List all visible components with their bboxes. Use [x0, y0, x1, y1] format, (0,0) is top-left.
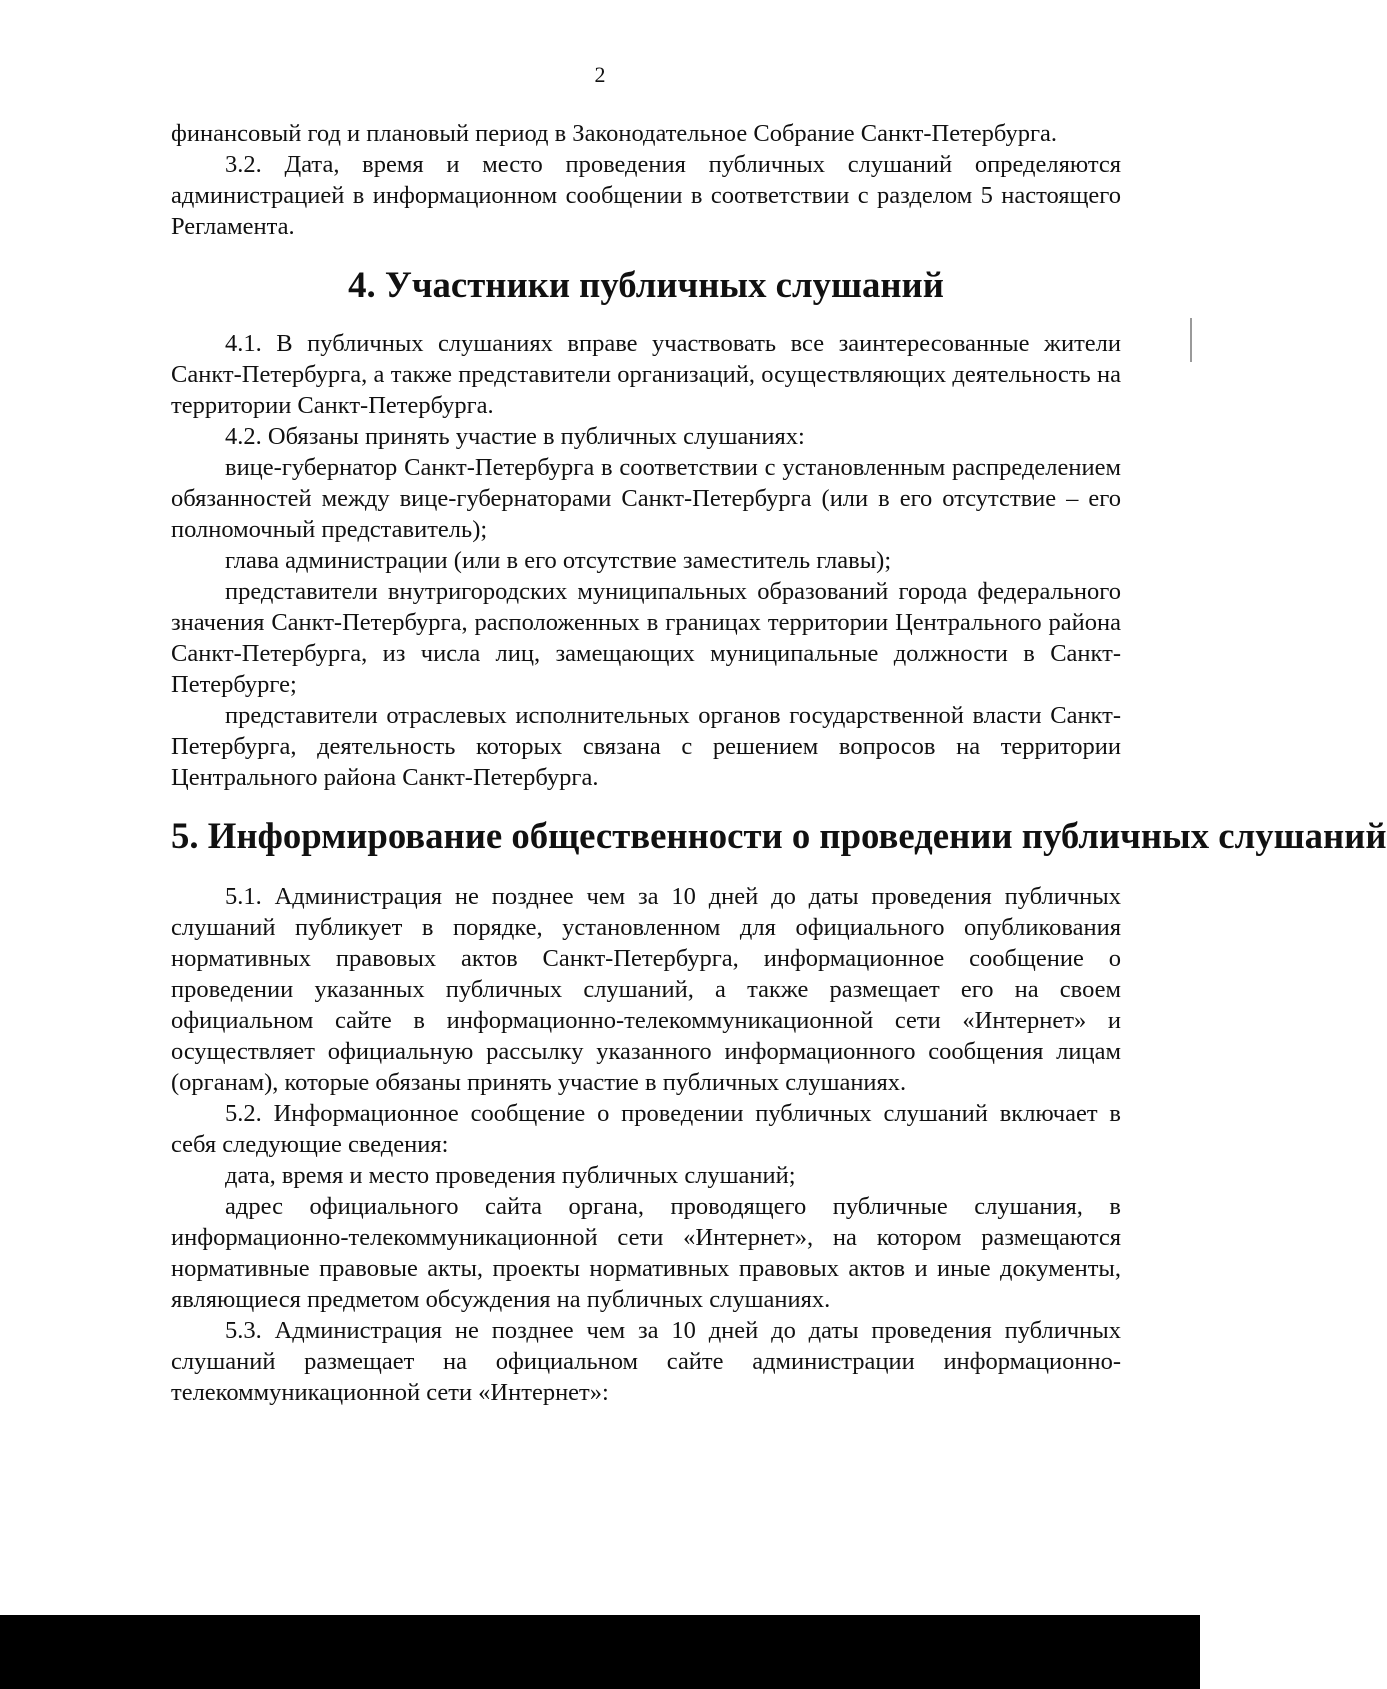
- section-5-heading: 5. Информирование общественности о проведении публичных слушаний: [171, 815, 1387, 856]
- paragraph-4-1: 4.1. В публичных слушаниях вправе участвовать все заинтересованные жители Санкт-Петербурга, а также представители организаций, осуществляющих деятельность на территории Санкт-Петербурга.: [171, 330, 1121, 419]
- page-number: 2: [594, 62, 606, 87]
- list-item-municipal-representatives: представители внутригородских муниципальных образований города федерального значения Санкт-Петербурга, расположенных в границах территории Центрального района Санкт-Петербурга, из числа лиц, замещающих муниципальные должности в Санкт- Петербурге;: [171, 578, 1121, 698]
- document-body: [171, 118, 1387, 1408]
- list-item-date-time-place: дата, время и место проведения публичных слушаний;: [225, 1162, 796, 1189]
- list-item-executive-bodies: представители отраслевых исполнительных органов государственной власти Санкт-Петербурга, деятельность которых связана с решением вопросов на территории Центрального района Санкт-Петербурга.: [171, 702, 1121, 791]
- section-4-heading: 4. Участники публичных слушаний: [348, 264, 944, 305]
- list-item-head-of-administration: глава администрации (или в его отсутствие заместитель главы);: [225, 547, 892, 574]
- paragraph-4-2: 4.2. Обязаны принять участие в публичных слушаниях:: [225, 423, 805, 450]
- scan-margin-mark: [1190, 318, 1192, 362]
- paragraph-5-2: 5.2. Информационное сообщение о проведении публичных слушаний включает в себя следующие сведения:: [171, 1100, 1121, 1158]
- paragraph-3-2: 3.2. Дата, время и место проведения публичных слушаний определяются администрацией в информационном сообщении в соответствии с разделом 5 настоящего Регламента.: [171, 151, 1121, 240]
- paragraph-continuation: финансовый год и плановый период в Законодательное Собрание Санкт-Петербурга.: [171, 120, 1058, 147]
- paragraph-5-1: 5.1. Администрация не позднее чем за 10 дней до даты проведения публичных слушаний публикует в порядке, установленном для официального опубликования нормативных правовых актов Санкт-Петербурга, информационное сообщение о проведении указанных публичных слушаний, а также размещает его на своем официальном сайте в информационно-телекоммуникационной сети «Интернет» и осуществляет официальную рассылку указанного информационного сообщения лицам (органам), которые обязаны принять участие в публичных слушаниях.: [171, 883, 1121, 1096]
- paragraph-5-3: 5.3. Администрация не позднее чем за 10 дней до даты проведения публичных слушаний размещает на официальном сайте администрации информационно-телекоммуникационной сети «Интернет»:: [171, 1317, 1121, 1406]
- scan-footer-bar: [0, 1615, 1200, 1689]
- list-item-vice-governor: вице-губернатор Санкт-Петербурга в соответствии с установленным распределением обязанностей между вице-губернаторами Санкт-Петербурга (или в его отсутствие – его полномочный представитель);: [171, 454, 1121, 543]
- list-item-website-address: адрес официального сайта органа, проводящего публичные слушания, в информационно-телекоммуникационной сети «Интернет», на котором размещаются нормативные правовые акты, проекты нормативных правовых актов и иные документы, являющиеся предметом обсуждения на публичных слушаниях.: [171, 1193, 1121, 1313]
